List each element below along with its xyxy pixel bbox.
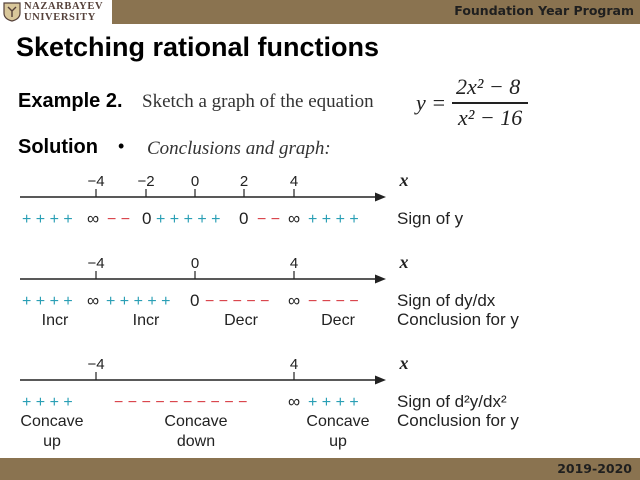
tick-label: 4 <box>289 173 299 190</box>
sign-token: − − <box>107 211 131 228</box>
sign-token: − − − − <box>308 293 359 310</box>
interval-conclusion: down <box>176 433 216 450</box>
interval-conclusion: Decr <box>321 312 355 329</box>
interval-conclusion: up <box>43 433 61 450</box>
sign-token: 0 <box>142 209 152 228</box>
academic-year: 2019-2020 <box>557 461 632 476</box>
tick-label: 2 <box>239 173 249 190</box>
equation-lhs: y = <box>416 90 447 115</box>
sign-token: ∞ <box>288 392 301 411</box>
interval-conclusion: Concave <box>20 413 84 430</box>
sign-token: 0 <box>190 291 200 310</box>
tick-label: −4 <box>87 173 105 190</box>
example-text: Sketch a graph of the equation <box>142 91 374 112</box>
sign-token: + + + + <box>22 394 73 411</box>
interval-conclusion: Concave <box>306 413 370 430</box>
sign-token: + + + + + <box>156 211 221 228</box>
axis-variable: x <box>399 252 409 272</box>
sign-token: ∞ <box>288 291 301 310</box>
sign-token: ∞ <box>87 291 100 310</box>
axis-arrow-icon <box>375 193 386 202</box>
axis-arrow-icon <box>375 376 386 385</box>
interval-conclusion: Incr <box>41 312 69 329</box>
university-name-line1: NAZARBAYEV <box>24 1 104 12</box>
equation-denominator: x² − 16 <box>458 105 523 130</box>
university-name-line2: UNIVERSITY <box>24 12 96 23</box>
conclusion-label: Conclusion for y <box>397 310 519 329</box>
tick-label: 0 <box>190 255 200 272</box>
sign-token: − − <box>257 211 281 228</box>
sign-token: ∞ <box>288 209 301 228</box>
interval-conclusion: up <box>329 433 347 450</box>
sign-row-label: Sign of dy/dx <box>397 291 496 310</box>
tick-label: −2 <box>137 173 155 190</box>
sign-token: ∞ <box>87 209 100 228</box>
sign-token: − − − − − <box>205 293 270 310</box>
footer-bar <box>0 458 640 480</box>
program-name: Foundation Year Program <box>454 3 634 18</box>
tick-label: 4 <box>289 356 299 373</box>
sign-token: + + + + <box>308 211 359 228</box>
tick-label: −4 <box>87 356 105 373</box>
sign-token: 0 <box>239 209 249 228</box>
solution-bullet: • <box>118 136 125 156</box>
sign-token: − − − − − − − − − − <box>114 394 248 411</box>
tick-label: 4 <box>289 255 299 272</box>
sign-token: + + + + <box>22 211 73 228</box>
solution-text: Conclusions and graph: <box>147 138 331 159</box>
interval-conclusion: Concave <box>164 413 228 430</box>
tick-label: −4 <box>87 255 105 272</box>
sign-token: + + + + <box>22 293 73 310</box>
interval-conclusion: Decr <box>224 312 258 329</box>
solution-label: Solution <box>18 136 98 158</box>
axis-variable: x <box>399 170 409 190</box>
sign-row-label: Sign of y <box>397 209 464 228</box>
sign-token: + + + + <box>308 394 359 411</box>
example-label: Example 2. <box>18 90 123 112</box>
conclusion-label: Conclusion for y <box>397 411 519 430</box>
sign-row-label: Sign of d²y/dx² <box>397 392 507 411</box>
equation-numerator: 2x² − 8 <box>456 74 521 99</box>
interval-conclusion: Incr <box>132 312 160 329</box>
axis-variable: x <box>399 353 409 373</box>
tick-label: 0 <box>190 173 200 190</box>
axis-arrow-icon <box>375 275 386 284</box>
sign-token: + + + + + <box>106 293 171 310</box>
page-title: Sketching rational functions <box>16 32 380 62</box>
